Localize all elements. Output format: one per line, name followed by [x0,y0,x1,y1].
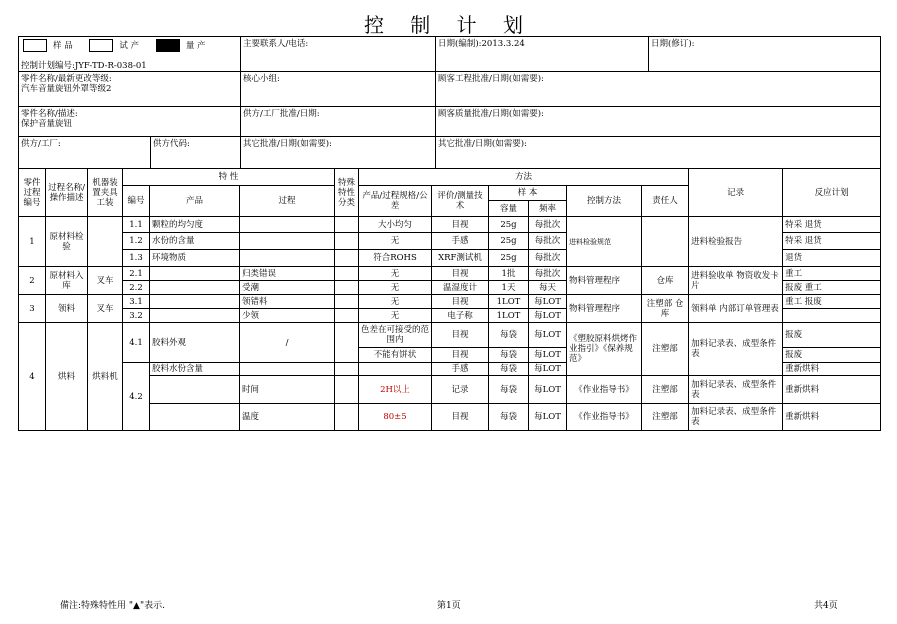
other-approval-1: 其它批准/日期(如需要): [241,137,436,169]
capacity: 25g [489,217,529,233]
char-no: 2.2 [123,281,150,295]
special-char [335,295,359,309]
responsible [642,217,689,267]
part-no-value: 汽车音量旋钮外罩等级2 [21,84,112,94]
special-char [335,217,359,233]
col-part-process-no: 零件过程编号 [19,169,46,217]
special-char [335,309,359,323]
supplier-plant: 供方/工厂: [19,137,151,169]
col-reaction: 反应计划 [783,169,881,217]
char-no: 1.2 [123,233,150,250]
reaction: 重新烘料 [783,363,881,376]
responsible: 注塑部 [642,323,689,376]
spec: 无 [359,267,432,281]
machine: 叉车 [88,267,123,295]
reaction: 退货 [783,250,881,267]
col-responsible: 责任人 [642,186,689,217]
capacity: 1天 [489,281,529,295]
part-no-label: 零件名称/最新更改等级: [21,74,112,84]
document-title: 控 制 计 划 [363,13,534,37]
customer-quality-approval: 顾客质量批准/日期(如需要): [436,107,881,137]
measure: 目视 [432,295,489,309]
reaction: 报废 [783,348,881,363]
machine: 烘料机 [88,323,123,431]
date-revised: 日期(修订): [649,37,881,72]
col-characteristics: 特 性 [123,169,335,186]
special-char [335,250,359,267]
special-char [335,323,359,363]
char-no: 1.1 [123,217,150,233]
col-process-name: 过程名称/操作描述 [46,169,88,217]
reaction [783,309,881,323]
measure: 记录 [432,376,489,404]
table-row [19,217,881,233]
measure: 目视 [432,267,489,281]
process-no: 4 [19,323,46,431]
reaction: 重工 报废 [783,295,881,309]
frequency: 每批次 [529,267,567,281]
spec: 2H以上 [359,376,432,404]
frequency: 每LOT [529,363,567,376]
frequency: 每批次 [529,217,567,233]
responsible: 仓库 [642,267,689,295]
char-no: 2.1 [123,267,150,281]
control-method: 《作业指导书》 [567,404,642,431]
spec [359,363,432,376]
frequency: 每LOT [529,309,567,323]
product-char [150,309,240,323]
responsible: 注塑部 [642,376,689,404]
col-capacity: 容量 [489,201,529,217]
product-char [150,267,240,281]
special-char [335,376,359,404]
control-method: 物料管理程序 [567,295,642,323]
frequency: 每LOT [529,376,567,404]
frequency: 每批次 [529,233,567,250]
control-plan-no: 控制计划编号:JYF-TD-R-038-01 [21,61,147,71]
spec: 无 [359,281,432,295]
product-char [150,281,240,295]
col-no: 编号 [123,186,150,217]
col-product: 产品 [150,186,240,217]
date-compiled: 日期(编制):2013.3.24 [436,37,649,72]
record: 加料记录表、成型条件表 [689,323,783,376]
machine [88,217,123,267]
process-char: 领错料 [240,295,335,309]
frequency: 每LOT [529,348,567,363]
trial-label: 试 产 [119,41,140,51]
reaction: 重新烘料 [783,404,881,431]
footer-page: 第1页 [437,601,461,611]
machine: 叉车 [88,295,123,323]
product-char [150,295,240,309]
spec: 符合ROHS [359,250,432,267]
char-no: 4.1 [123,323,150,363]
frequency: 每LOT [529,295,567,309]
measure: 手感 [432,233,489,250]
capacity: 25g [489,233,529,250]
responsible: 注塑部 仓库 [642,295,689,323]
product-char: 胶料水份含量 [150,363,240,376]
spec: 80±5 [359,404,432,431]
process-char: 受潮 [240,281,335,295]
product-char: 水份的含量 [150,233,240,250]
process-char [240,233,335,250]
special-char [335,281,359,295]
measure: 电子称 [432,309,489,323]
frequency: 每LOT [529,404,567,431]
col-process: 过程 [240,186,335,217]
process-char: 归类错误 [240,267,335,281]
process-name: 原材料入库 [46,267,88,295]
capacity: 25g [489,250,529,267]
other-approval-2: 其它批准/日期(如需要): [436,137,881,169]
process-no: 1 [19,217,46,267]
col-special-char: 特殊特性分类 [335,169,359,217]
product-char [150,376,240,404]
capacity: 每袋 [489,404,529,431]
char-no: 3.1 [123,295,150,309]
record: 领料单 内部订单管理表 [689,295,783,323]
reaction: 报废 [783,323,881,348]
col-record: 记录 [689,169,783,217]
char-no: 1.3 [123,250,150,267]
col-method: 方法 [359,169,689,186]
record: 进料检验报告 [689,217,783,267]
footer-note: 備注:特殊特性用 "▲"表示. [60,601,165,611]
capacity: 1LOT [489,309,529,323]
part-name-cell [19,107,241,137]
reaction: 特采 退货 [783,217,881,233]
measure: 目视 [432,217,489,233]
measure: XRF测试机 [432,250,489,267]
measure: 目视 [432,323,489,348]
capacity: 每袋 [489,363,529,376]
capacity: 每袋 [489,323,529,348]
product-char: 环境物质 [150,250,240,267]
record: 进料验收单 物资收发卡片 [689,267,783,295]
spec: 无 [359,295,432,309]
plan-type-cell [19,37,241,72]
table-row [19,295,881,309]
product-char [150,404,240,431]
process-no: 2 [19,267,46,295]
capacity: 1批 [489,267,529,281]
capacity: 每袋 [489,348,529,363]
process-char [240,363,335,376]
special-char [335,363,359,376]
measure: 目视 [432,404,489,431]
control-method: 进料检验规范 [567,217,642,267]
process-char: 温度 [240,404,335,431]
spec: 大小均匀 [359,217,432,233]
spec: 色差在可接受的范围内 [359,323,432,348]
special-char [335,267,359,281]
col-measure: 评价/测量技术 [432,186,489,217]
main-contact: 主要联系人/电话: [241,37,436,72]
col-spec: 产品/过程规格/公差 [359,186,432,217]
spec: 无 [359,309,432,323]
process-char: 少领 [240,309,335,323]
process-char: / [240,323,335,363]
measure: 温湿度计 [432,281,489,295]
supplier-approval: 供方/工厂批准/日期: [241,107,436,137]
control-method: 《塑胶原料烘烤作业指引》《保养规范》 [567,323,642,376]
control-plan-table [18,168,881,431]
process-no: 3 [19,295,46,323]
measure: 目视 [432,348,489,363]
process-name: 领料 [46,295,88,323]
col-frequency: 频率 [529,201,567,217]
reaction: 重新烘料 [783,376,881,404]
frequency: 每天 [529,281,567,295]
part-name-label: 零件名称/描述: [21,109,78,119]
reaction: 重工 [783,267,881,281]
reaction: 特采 退货 [783,233,881,250]
special-char [335,233,359,250]
responsible: 注塑部 [642,404,689,431]
char-no: 4.2 [123,363,150,431]
measure: 手感 [432,363,489,376]
customer-eng-approval: 顾客工程批准/日期(如需要): [436,72,881,107]
control-method: 《作业指导书》 [567,376,642,404]
record: 加料记录表、成型条件表 [689,376,783,404]
process-name: 原材料检验 [46,217,88,267]
col-sample: 样 本 [489,186,567,201]
production-label: 量 产 [185,41,206,51]
part-no-cell [19,72,241,107]
col-control-method: 控制方法 [567,186,642,217]
record: 加料记录表、成型条件表 [689,404,783,431]
table-row [19,267,881,281]
production-checkbox[interactable] [156,39,180,52]
process-name: 烘料 [46,323,88,431]
special-char [335,404,359,431]
frequency: 每LOT [529,323,567,348]
sample-checkbox[interactable] [23,39,47,52]
control-method: 物料管理程序 [567,267,642,295]
char-no: 3.2 [123,309,150,323]
process-char: 时间 [240,376,335,404]
capacity: 1LOT [489,295,529,309]
sample-label: 样 品 [53,41,73,51]
product-char: 胶料外观 [150,323,240,363]
spec: 无 [359,233,432,250]
part-name-value: 保护音量旋钮 [21,119,73,129]
process-char [240,217,335,233]
header-table [18,36,881,169]
table-row [19,323,881,348]
col-machine: 机器装置夹具工装 [88,169,123,217]
supplier-code: 供方代码: [151,137,241,169]
product-char: 颗粒的均匀度 [150,217,240,233]
trial-checkbox[interactable] [89,39,113,52]
reaction: 报废 重工 [783,281,881,295]
spec: 不能有饼状 [359,348,432,363]
process-char [240,250,335,267]
frequency: 每批次 [529,250,567,267]
capacity: 每袋 [489,376,529,404]
core-team: 核心小组: [241,72,436,107]
footer-total: 共4页 [814,601,838,611]
